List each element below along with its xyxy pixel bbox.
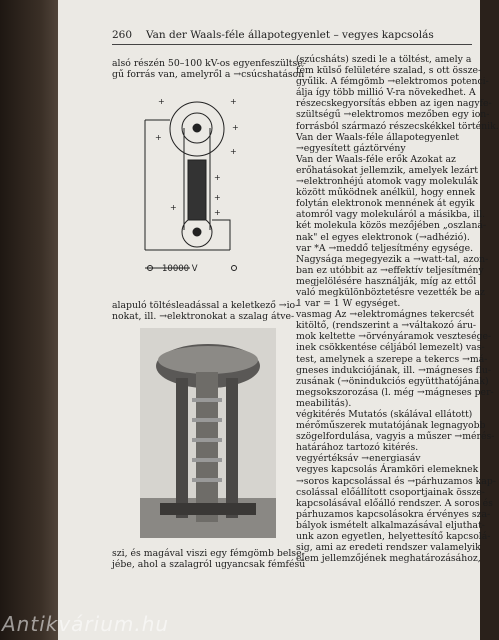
van-de-graaff-diagram: [130, 90, 260, 280]
svg-text:+: +: [155, 133, 162, 142]
text-line: megsokszorozása (l. még →mágneses per-: [296, 386, 494, 398]
text-line: ban ez utóbbit az →effektív teljesítmény: [296, 264, 484, 276]
text-line: alapuló töltésleadással a keletkező →io-: [112, 300, 299, 311]
text-line: vasmag Az →elektromágnes tekercsét: [296, 309, 475, 321]
text-line: között működnek anélkül, hogy ennek: [296, 187, 476, 199]
text-line: Van der Waals-féle állapotegyenlet: [296, 131, 460, 143]
text-line: való megkülönböztetésre vezették be az: [296, 286, 485, 298]
text-line: var *A →meddő teljesítmény egysége.: [296, 242, 474, 254]
svg-text:+: +: [170, 203, 177, 212]
page-header: [112, 29, 472, 43]
text-line: sig, ami az eredeti rendszer valamelyik: [296, 542, 481, 554]
text-line: szi, és magával viszi egy fémgömb belse-: [112, 548, 305, 559]
svg-text:+: +: [230, 147, 237, 156]
text-line: vegyes kapcsolás Áramköri elemeknek: [296, 464, 479, 476]
text-line: gyűlik. A fémgömb →elektromos potenci-: [296, 76, 489, 88]
text-line: alsó részén 50–100 kV-os egyenfeszültsé-: [112, 58, 306, 69]
text-line: meabilitás).: [296, 397, 352, 409]
right-column: [296, 54, 499, 565]
text-line: (szúcsháts) szedi le a töltést, amely a: [296, 54, 472, 65]
text-line: gneses indukciójának, ill. →mágneses flu-: [296, 364, 491, 376]
text-line: határához tartozó kitérés.: [296, 442, 419, 454]
text-line: szültségű →elektromos mezőben egy ion-: [296, 109, 490, 121]
text-line: →egyesített gáztörvény: [296, 142, 406, 154]
text-line: nokat, ill. →elektronokat a szalag átve-: [112, 311, 295, 323]
caption-continuation: [112, 548, 306, 571]
text-line: unk azon egyetlen, helyettesítő kapcsolá-: [296, 531, 491, 543]
svg-text:+: +: [232, 123, 239, 132]
svg-text:+: +: [214, 208, 221, 217]
text-line: →soros kapcsolással és →párhuzamos kap-: [296, 475, 496, 487]
text-line: elem jellemzőjének meghatározásához,: [296, 553, 481, 565]
svg-text:+: +: [214, 193, 221, 202]
text-line: Nagysága megegyezik a →watt-tal, azon-: [296, 253, 489, 265]
page-number: 260: [112, 29, 133, 41]
voltage-label: 10000 V: [162, 264, 198, 274]
generator-photo: [140, 328, 276, 538]
text-line: álja így több millió V-ra növekedhet. A: [296, 87, 476, 99]
text-line: folytán elektronok mennének át egyik: [296, 198, 475, 210]
header-rule: [112, 44, 472, 45]
svg-text:+: +: [214, 173, 221, 182]
svg-text:+: +: [158, 97, 165, 106]
text-line: zusának (→önindukciós együtthatójának): [296, 375, 489, 387]
text-line: erőhatásokat jellemzik, amelyek lezárt: [296, 164, 478, 176]
text-line: szögelfordulása, vagyis a műszer →mérés-: [296, 431, 495, 443]
text-line: csolással előállított csoportjainak össze-: [296, 486, 485, 498]
text-line: végkitérés Mutatós (skálával ellátott): [296, 409, 473, 420]
text-line: mérőműszerek mutatójának legnagyobb: [296, 420, 486, 432]
text-line: megjelölésére használják, míg az ettől: [296, 275, 477, 287]
text-line: test, amelynek a szerepe a tekercs →má-: [296, 353, 488, 365]
text-line: atomról vagy molekuláról a másikba, ill.: [296, 209, 486, 221]
running-title: Van der Waals-féle állapotegyenlet – vegyes kapcsolás: [146, 29, 434, 41]
text-line: inek csökkentése céljából lemezelt) vas-: [296, 342, 485, 354]
text-line: →elektronhéjú atomok vagy molekulák: [296, 176, 478, 188]
left-column-middle: [112, 300, 299, 323]
text-line: bályok ismételt alkalmazásával eljuthat-: [296, 519, 485, 531]
text-line: jébe, ahol a szalagról ugyancsak fémfésű: [112, 559, 306, 571]
text-line: két molekula közös mezőjében „oszlaná-: [296, 220, 487, 232]
left-column-top: [112, 58, 306, 81]
svg-text:+: +: [230, 97, 237, 106]
text-line: párhuzamos kapcsolásokra érvényes sza-: [296, 508, 491, 520]
text-line: gű forrás van, amelyről a →csúcshatáson: [112, 69, 305, 81]
text-line: részecskegyorsítás ebben az igen nagyfe-: [296, 98, 492, 110]
text-line: kapcsolásával előálló rendszer. A soros és: [296, 497, 493, 509]
text-line: 1 var = 1 W egységet.: [296, 298, 401, 310]
text-line: vegyértéksáv →energiasáv: [296, 453, 421, 465]
text-line: nak" el egyes elektronok (→adhézió).: [296, 231, 470, 243]
text-line: kitöltő, (rendszerint a →váltakozó áru-: [296, 320, 477, 332]
text-line: forrásból származó részecskékkel történik.: [296, 120, 499, 132]
watermark: Antikvárium.hu: [2, 612, 170, 636]
text-line: Van der Waals-féle erők Azokat az: [296, 153, 456, 165]
book-spine-shadow: [0, 0, 58, 640]
text-line: fém külső felületére szalad, s ott össze-: [296, 65, 482, 77]
text-line: mok keltette →örvényáramok vesztesége-: [296, 331, 492, 343]
